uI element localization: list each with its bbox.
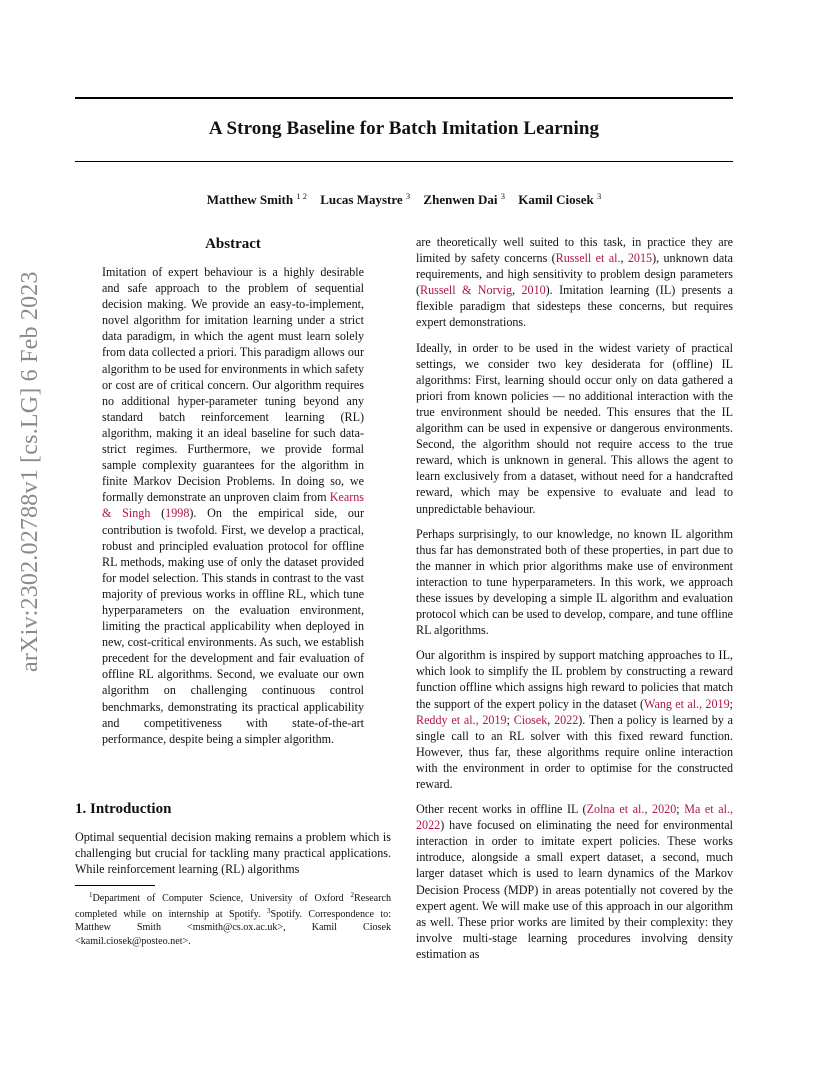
citation-year-link[interactable]: 2010 [521, 283, 546, 298]
author: Zhenwen Dai $^3$ [423, 191, 505, 207]
arxiv-side-stamp: arXiv:2302.02788v1 [cs.LG] 6 Feb 2023 [17, 271, 43, 672]
citation-link[interactable]: Reddy et al., 2019 [416, 712, 507, 727]
title-rule-bottom [75, 161, 733, 162]
abstract-text: Imitation of expert behaviour is a highly desirable and safe approach to the problem of sequential decision making. We provide an easy-to-implement, novel algorithm for imitation learning under a strict data paradigm, in which the agent must learn solely from data collected a priori. This paradigm allows our algorithm to be used for environments in which safety or cost are of critical concern. Our algorithm requires no additional hyper-parameter tuning beyond any standard batch reinforcement learning (RL) algorithm, making it an ideal baseline for such data-strict regimes. Furthermore, we provide formal sample complexity guarantees for the algorithm in finite Markov Decision Problems. In doing so, we formally demonstrate an unproven claim from Kearns & Singh (1998). On the empirical side, our contribution is twofold. First, we develop a practical, robust and principled evaluation protocol for offline RL methods, making use of only the dataset provided for model selection. This stands in contrast to the vast majority of previous works in offline RL, which tune hyperparameters on the evaluation environment, limiting the practical applicability when deployed in new, cost-critical environments. As such, we establish precedent for the development and fair evaluation of offline RL algorithms. Second, we evaluate our own algorithm on challenging continuous control benchmarks, demonstrating its practical applicability and competitiveness with state-of-the-art performance, despite being a simpler algorithm. [102, 265, 364, 746]
citation-link[interactable]: Ciosek [513, 712, 548, 727]
abstract-heading: Abstract [205, 236, 261, 252]
section-heading-introduction: 1. Introduction [75, 801, 172, 817]
citation-link[interactable]: Russell et al. [555, 251, 621, 266]
title-rule-top [75, 97, 733, 99]
citation-link[interactable]: Russell & Norvig [420, 283, 513, 298]
citation-link[interactable]: Ma et al., 2022 [416, 802, 733, 833]
citation-link[interactable]: Kearns & Singh [102, 490, 364, 521]
paper-title: A Strong Baseline for Batch Imitation Learning [208, 118, 600, 139]
author: Lucas Maystre $^3$ [320, 191, 411, 207]
paragraph: are theoretically well suited to this task, in practice they are limited by safety concerns (Russell et al., 2015), unknown data requirements, and high sensitivity to problem design parameters (Russell & Norvig, 2010). Imitation learning (IL) presents a flexible paradigm that sidesteps these concerns, but requires expert demonstrations. [416, 235, 733, 330]
paragraph: Perhaps surprisingly, to our knowledge, no known IL algorithm thus far has demonstrated both of these properties, in part due to the manner in which prior algorithms make use of environment interaction to tune hyperparameters. In this work, we approach these issues by developing a simple IL algorithm and evaluation protocol which can be used to develop, compare, and tune offline RL algorithms. [416, 526, 733, 638]
paragraph: Ideally, in order to be used in the widest variety of practical settings, we consider two key desiderata for (offline) IL algorithms: First, learning should occur only on data gathered a priori from known policies — no additional interaction with the true environment should be needed. This ensures that the IL algorithm can be used in expensive or dangerous environments. Second, the algorithm should not require access to the true reward, which is unknown in general. This allows the agent to learn exclusively from a dataset, without need for a handcrafted reward, which may be expensive to evaluate and lead to unpredictable behaviour. [416, 340, 733, 516]
intro-paragraph: Optimal sequential decision making remains a problem which is challenging but crucial for tackling many practical applications. While reinforcement learning (RL) algorithms [75, 830, 391, 877]
citation-link[interactable]: Wang et al., 2019 [644, 696, 730, 711]
right-column [416, 234, 733, 971]
left-column [75, 230, 391, 747]
citation-link[interactable]: Zolna et al., 2020 [586, 802, 677, 817]
footnote: $^1$Department of Computer Science, University of Oxford $^2$Research completed while on internship at Spotify. $^3$Spotify. Correspondence to: Matthew Smith <msmith@cs.ox.ac.uk>, Kamil Ciosek <kamil.ciosek@posteo.net>. [75, 891, 391, 947]
footnote-rule [75, 885, 155, 886]
author-list [75, 191, 733, 208]
author: Matthew Smith $^{1 2}$ [206, 191, 307, 207]
citation-year-link[interactable]: 2022 [554, 712, 579, 727]
paragraph: Our algorithm is inspired by support matching approaches to IL, which look to simplify the IL problem by constructing a reward function offline which assigns high reward to policies that match the support of the expert policy in the dataset (Wang et al., 2019; Reddy et al., 2019; Ciosek, 2022). Then a policy is learned by a single call to an RL solver with this fixed reward function. However, thus far, these algorithms require online interaction with the environment in order to optimise for the constructed reward. [416, 648, 734, 791]
author: Kamil Ciosek $^3$ [518, 191, 602, 207]
citation-year-link[interactable]: 2015 [627, 251, 653, 266]
paragraph: Other recent works in offline IL (Zolna et al., 2020; Ma et al., 2022) have focused on eliminating the need for environmental interaction in order to imitate expert policies. These works introduce, alongside a small expert dataset, a second, much larger dataset which is used to learn dynamics of the Markov Decision Process (MDP) in areas potentially not covered by the expert agent. We will make use of this approach in our algorithm as well. These prior works are limited by their complexity: they involve multi-stage learning procedures involving density estimation as [416, 802, 733, 961]
citation-year-link[interactable]: 1998 [165, 506, 190, 521]
